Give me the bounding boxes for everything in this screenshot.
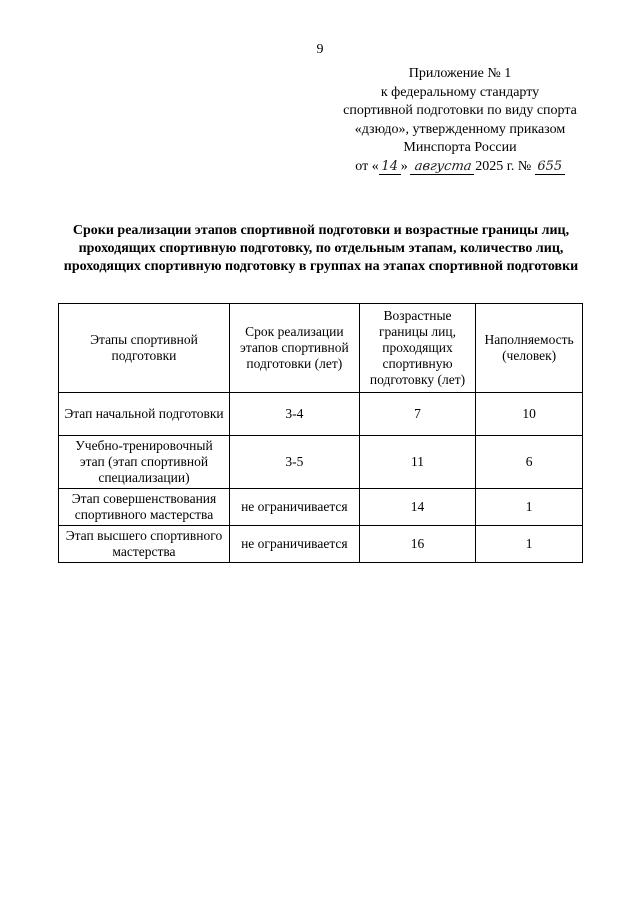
stage-name-cell: Этап начальной подготовки xyxy=(59,393,230,436)
header-group-size: Наполняемость (человек) xyxy=(476,304,583,393)
handwritten-order-number: 655 xyxy=(535,160,565,175)
age-cell: 11 xyxy=(359,436,475,489)
table-header-row xyxy=(59,304,583,393)
approval-date-line xyxy=(340,158,580,177)
duration-cell: не ограничивается xyxy=(229,489,359,526)
approval-line-5: Минспорта России xyxy=(403,140,517,155)
duration-cell: 3-5 xyxy=(229,436,359,489)
handwritten-day: 14 xyxy=(379,160,401,175)
table-row xyxy=(59,436,583,489)
age-cell: 7 xyxy=(359,393,475,436)
table-row xyxy=(59,489,583,526)
stages-table xyxy=(58,303,583,563)
page-number: 9 xyxy=(316,42,324,57)
age-cell: 16 xyxy=(359,526,475,563)
group-size-cell: 10 xyxy=(476,393,583,436)
header-stages: Этапы спортивной подготовки xyxy=(59,304,230,393)
approval-line-3: спортивной подготовки по виду спорта xyxy=(343,103,577,118)
date-year: 2025 г. № xyxy=(475,158,532,174)
table-row xyxy=(59,526,583,563)
age-cell: 14 xyxy=(359,489,475,526)
header-age-limits: Возрастные границы лиц, проходящих спортивную подготовку (лет) xyxy=(359,304,475,393)
approval-line-4: «дзюдо», утвержденному приказом xyxy=(354,121,566,137)
duration-cell: 3-4 xyxy=(229,393,359,436)
stage-name-cell: Этап высшего спортивного мастерства xyxy=(59,526,230,563)
table-row xyxy=(59,393,583,436)
document-title: Сроки реализации этапов спортивной подготовки и возрастные границы лиц, проходящих спортивную подготовку, по отдельным этапам, количество лиц, проходящих спортивную подготовку в группах на этапах спортивной подготовки xyxy=(63,223,579,274)
group-size-cell: 6 xyxy=(476,436,583,489)
approval-line-2: к федеральному стандарту xyxy=(380,84,540,100)
date-prefix: от « xyxy=(355,158,379,174)
date-mid: » xyxy=(400,158,408,174)
group-size-cell: 1 xyxy=(476,526,583,563)
stage-name-cell: Учебно-тренировочный этап (этап спортивной специализации) xyxy=(59,436,230,489)
appendix-label: Приложение № 1 xyxy=(408,66,512,81)
stage-name-cell: Этап совершенствования спортивного мастерства xyxy=(59,489,230,526)
approval-block xyxy=(340,65,580,176)
handwritten-month: августа xyxy=(410,160,476,175)
duration-cell: не ограничивается xyxy=(229,526,359,563)
header-duration: Срок реализации этапов спортивной подготовки (лет) xyxy=(229,304,359,393)
group-size-cell: 1 xyxy=(476,489,583,526)
